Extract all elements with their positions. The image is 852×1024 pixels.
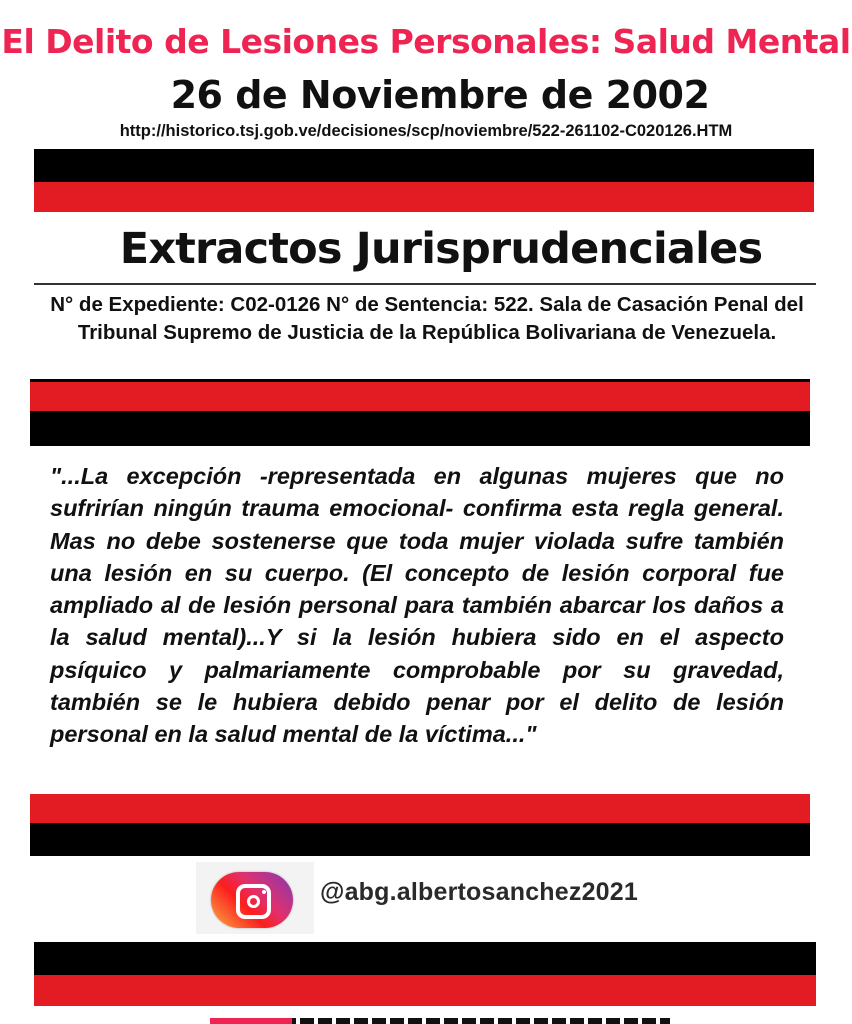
page-title: El Delito de Lesiones Personales: Salud Mental bbox=[1, 22, 851, 61]
divider-band-black bbox=[30, 411, 810, 446]
divider-band-red bbox=[34, 182, 814, 212]
social-handle[interactable]: @abg.albertosanchez2021 bbox=[320, 878, 638, 906]
divider-band-red bbox=[34, 975, 816, 1006]
section-heading: Extractos Jurisprudenciales bbox=[119, 224, 763, 274]
source-url: http://historico.tsj.gob.ve/decisiones/scp/noviembre/522-261102-C020126.HTM bbox=[119, 122, 733, 140]
decision-date: 26 de Noviembre de 2002 bbox=[170, 73, 710, 117]
divider-band-black bbox=[34, 149, 814, 182]
cropped-footer-accent bbox=[210, 1018, 292, 1024]
instagram-icon bbox=[211, 872, 293, 928]
divider-band-red bbox=[30, 382, 810, 411]
divider-rule bbox=[34, 283, 816, 285]
divider-band-black bbox=[30, 823, 810, 856]
divider-band-red bbox=[30, 794, 810, 823]
divider-band-black bbox=[34, 942, 816, 975]
jurisprudence-quote: "...La excepción -representada en algunas mujeres que no sufrirían ningún trauma emocional- confirma esta regla general. Mas no debe sostenerse que toda mujer violada sufre también una lesión en su cuerpo. (El concepto de lesión corporal fue ampliado al de lesión personal para también abarcar los daños a la salud mental)...Y si la lesión hubiera sido en el aspecto psíquico y palmariamente comprobable por su gravedad, también se le hubiera debido penar por el delito de lesión personal en la salud mental de la víctima..." bbox=[50, 463, 784, 748]
case-reference: N° de Expediente: C02-0126 N° de Sentencia: 522. Sala de Casación Penal del Tribunal Supremo de Justicia de la República Bolivariana de Venezuela. bbox=[50, 293, 804, 344]
